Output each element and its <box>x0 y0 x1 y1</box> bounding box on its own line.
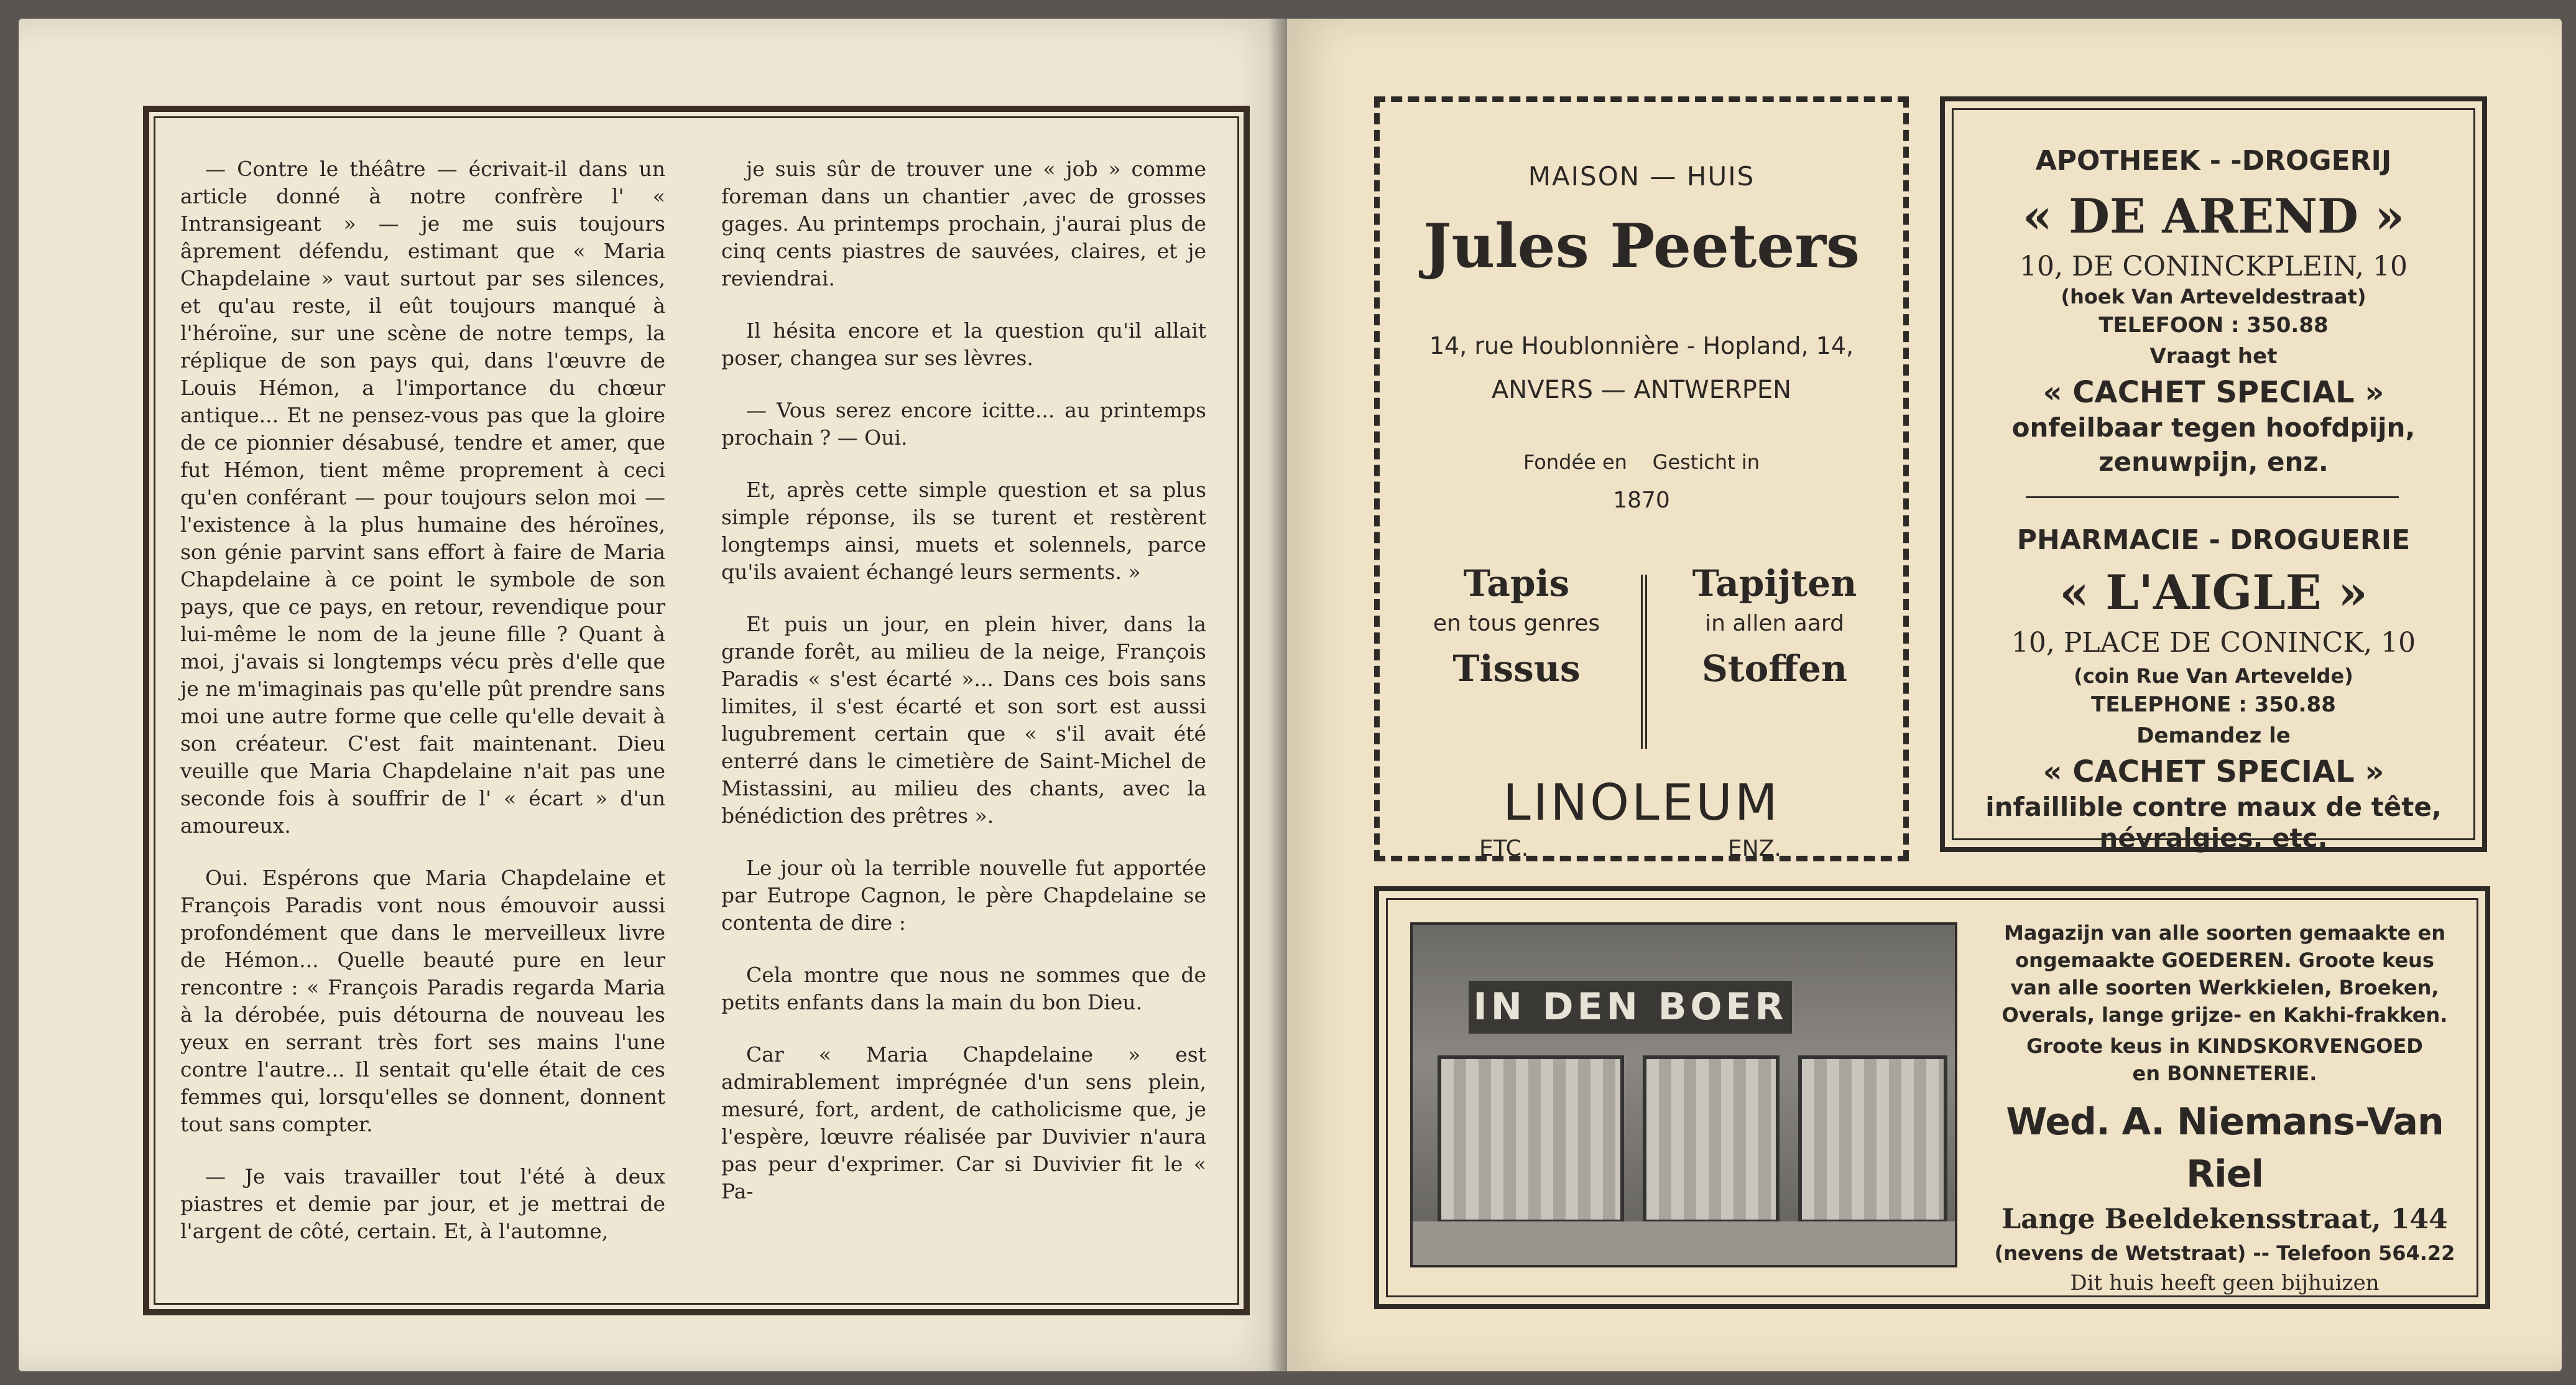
article-column-left <box>180 155 665 1270</box>
ad-jules-peeters <box>1374 96 1909 861</box>
claim-fr-1: infaillible contre maux de tête, <box>1985 792 2442 822</box>
paragraph: — Vous serez encore icitte... au printemps prochain ? — Oui. <box>721 398 1206 450</box>
right-page <box>1287 19 2562 1371</box>
founded-nl: Gesticht in <box>1652 450 1760 474</box>
divider <box>2026 496 2399 498</box>
corner-nl: (hoek Van Arteveldestraat) <box>2061 285 2366 308</box>
ask-nl: Vraagt het <box>2149 344 2278 369</box>
shop-window <box>1643 1055 1780 1223</box>
founded <box>1380 450 1903 474</box>
street-address: Lange Beeldekensstraat, 144 <box>2001 1203 2448 1235</box>
no-branches-note: Dit huis heeft geen bijhuizen <box>2070 1271 2380 1295</box>
paragraph: Et puis un jour, en plein hiver, dans la grande forêt, au milieu de la neige, François Paradis « s'est écarté »... Dans ces bois sans limites, il s'est écarté et son sort est aussi lugubrement certain que « s'il avait été enterré dans le cimetière de Saint-Michel de Mistassini, au milieu des chants, avec la bénédiction des prêtres ». <box>721 612 1206 828</box>
phone-nl: TELEFOON : 350.88 <box>2098 313 2329 338</box>
ask-fr: Demandez le <box>2136 723 2291 748</box>
enz: ENZ. <box>1728 836 1781 861</box>
text-line: Overals, lange grijze- en Kakhi-frakken. <box>2001 1003 2448 1027</box>
paragraph: Oui. Espérons que Maria Chapdelaine et François Paradis vont nous émouvoir aussi profondément que dans le merveilleux livre de Hémon... Quelle beauté pure en leur rencontre : « François Paradis regarda Maria à la dérobée, puis détourna de nouveau les yeux en serrant très fort ses mains l'une contre l'autre... Il sentait qu'elle était de ces femmes qui, lorsqu'elles se donnent, donnent tout sans compter. <box>180 866 665 1136</box>
shop-window <box>1798 1055 1947 1223</box>
text-line: en BONNETERIE. <box>2132 1062 2317 1085</box>
divider <box>1641 575 1647 749</box>
stoffen: Stoffen <box>1701 647 1848 690</box>
address-nl: 10, DE CONINCKPLEIN, 10 <box>2020 251 2407 282</box>
ad-de-arend <box>1940 96 2487 852</box>
ad-header: MAISON — HUIS <box>1528 161 1755 192</box>
shop-window <box>1438 1055 1624 1223</box>
etc: ETC. <box>1479 836 1529 861</box>
text-line: ongemaakte GOEDEREN. Groote keus <box>2015 948 2434 972</box>
claim-nl-1: onfeilbaar tegen hoofdpijn, <box>2011 412 2416 443</box>
tissus: Tissus <box>1452 647 1581 690</box>
corner-fr: (coin Rue Van Artevelde) <box>2074 664 2353 688</box>
founded-fr: Fondée en <box>1523 450 1627 474</box>
paragraph: Et, après cette simple question et sa plus simple réponse, ils se turent et restèrent longtemps ainsi, muets et solennels, parce qu'ils avaient échangé leurs serments. » <box>721 478 1206 584</box>
location-phone: (nevens de Wetstraat) -- Telefoon 564.22 <box>1994 1241 2455 1265</box>
ad-title-fr: PHARMACIE - DROGUERIE <box>2016 524 2411 556</box>
text-line: Groote keus in KINDSKORVENGOED <box>2026 1034 2423 1058</box>
left-page <box>19 19 1287 1371</box>
paragraph: Cela montre que nous ne sommes que de petits enfants dans la main du bon Dieu. <box>721 963 1206 1014</box>
paragraph: — Je vais travailler tout l'été à deux piastres et demie par jour, et je mettrai de l'argent de côté, certain. Et, à l'automne, <box>180 1164 665 1243</box>
phone-fr: TELEPHONE : 350.88 <box>2091 692 2336 717</box>
paragraph: — Contre le théâtre — écrivait-il dans un article donné à notre confrère l' « Intransigeant » — je me suis toujours âprement défendu, estimant que « Maria Chapdelaine » vaut surtout par ses silences, et qu'au reste, il eût toujours manqué à l'héroïne, sur une scène de notre temps, la réplique de son pays qui, dans l'œuvre de Louis Hémon, a l'importance du chœur antique... Et ne pensez-vous pas que la gloire de ce pionnier désabusé, tendre et amer, que fut Hémon, tient même proprement à ceci qu'en conférant — pour toujours selon moi — l'existence à la plus humaine des héroïnes, son génie parvint sans effort à faire de Maria Chapdelaine à ce point le symbole de son pays, que ce pays, en retour, revendique pour lui-même le nom de la jeune fille ? Quant à moi, j'avais si longtemps vécu près d'elle que je ne m'imaginais pas qu'elle pût prendre sans moi une autre forme que celle qu'elle devait à son créateur. C'est fait maintenant. Dieu veuille que Maria Chapdelaine n'ait pas une seconde fois à souffrir de l' « écart » d'un amoureux. <box>180 157 665 838</box>
tapijten: Tapijten <box>1692 562 1857 604</box>
shop-owner-name: Wed. A. Niemans-Van Riel <box>2006 1100 2444 1196</box>
tapis: Tapis <box>1463 562 1570 604</box>
address-fr: 10, PLACE DE CONINCK, 10 <box>2011 627 2416 659</box>
tapijten-block <box>1660 562 1890 690</box>
linoleum: LINOLEUM <box>1503 774 1780 831</box>
founded-year: 1870 <box>1613 488 1670 513</box>
ad-title-nl: APOTHEEK - -DROGERIJ <box>2035 145 2392 177</box>
claim-fr-2: névralgies, etc. <box>2099 823 2328 853</box>
text-line: Magazijn van alle soorten gemaakte en <box>2004 921 2445 945</box>
shop-sign: IN DEN BOER <box>1469 981 1792 1034</box>
city: ANVERS — ANTWERPEN <box>1491 376 1792 404</box>
paragraph: Car « Maria Chapdelaine » est admirablement imprégnée d'un sens plein, mesuré, fort, ardent, de catholicisme que, je l'espère, lœuvre réalisée par Duvivier n'aura pas peur d'exprimer. Car si Duvivier fit le « Pa- <box>721 1042 1206 1203</box>
pharmacy-name-fr: « L'AIGLE » <box>2059 565 2368 620</box>
address: 14, rue Houblonnière - Hopland, 14, <box>1429 332 1854 359</box>
shop-photo <box>1410 922 1957 1267</box>
paragraph: je suis sûr de trouver une « job » comme foreman dans un chantier ,avec de grosses gages. Au printemps prochain, j'aurai plus de cinq cents piastres de sauvées, claires, et je reviendrai. <box>721 157 1206 290</box>
niemans-text <box>1976 919 2473 1299</box>
article-frame <box>143 106 1250 1315</box>
tapis-sub: en tous genres <box>1433 611 1600 636</box>
article-column-right <box>721 155 1206 1230</box>
tapijten-sub: in allen aard <box>1705 611 1844 636</box>
company-name: Jules Peeters <box>1423 211 1860 281</box>
product-fr: « CACHET SPECIAL » <box>2043 754 2384 789</box>
street <box>1413 1221 1955 1265</box>
paragraph: Le jour où la terrible nouvelle fut apportée par Eutrope Cagnon, le père Chapdelaine se contenta de dire : <box>721 856 1206 935</box>
tapis-block <box>1405 562 1628 690</box>
product-nl: « CACHET SPECIAL » <box>2043 375 2384 410</box>
text-line: van alle soorten Werkkielen, Broeken, <box>2010 976 2439 999</box>
pharmacy-name-nl: « DE AREND » <box>2023 188 2404 244</box>
paragraph: Il hésita encore et la question qu'il allait poser, changea sur ses lèvres. <box>721 318 1206 370</box>
claim-nl-2: zenuwpijn, enz. <box>2098 447 2329 477</box>
ad-niemans-van-riel <box>1374 886 2490 1309</box>
